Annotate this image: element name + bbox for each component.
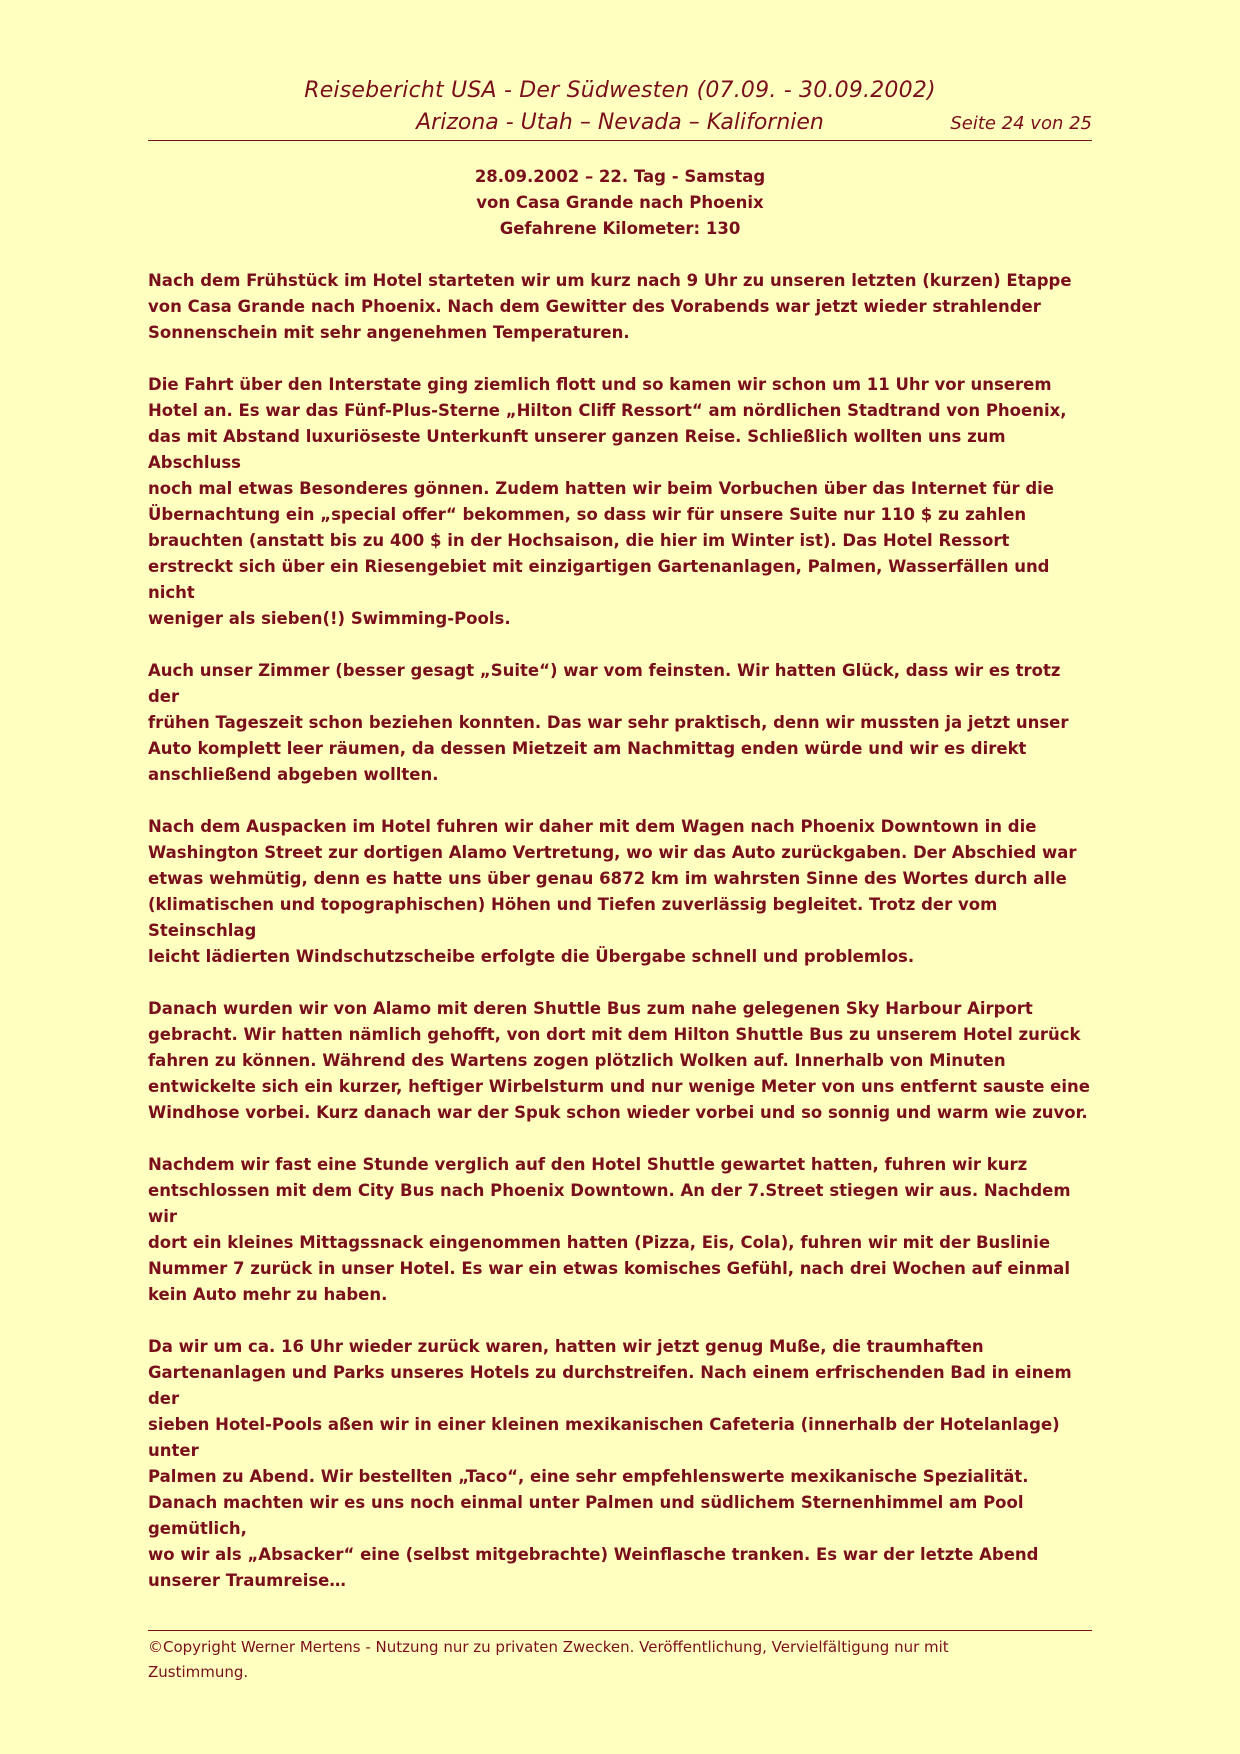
report-subtitle: Arizona - Utah – Nevada – Kalifornien	[416, 110, 824, 135]
day-info	[148, 164, 1092, 242]
paragraph: Nach dem Auspacken im Hotel fuhren wir daher mit dem Wagen nach Phoenix Downtown in die Washington Street zur dortigen Alamo Vertretung, wo wir das Auto zurückgaben. Der Abschied war etwas wehmütig, denn es hatte uns über genau 6872 km im wahrsten Sinne des Wortes durch alle (klimatischen und topographischen) Höhen und Tiefen zuverlässig begleitet. Trotz der vom Steinschlag leicht lädierten Windschutzscheibe erfolgte die Übergabe schnell und problemlos.	[148, 817, 1077, 966]
page-number: Seite 24 von 25	[950, 113, 1092, 134]
paragraph: Danach wurden wir von Alamo mit deren Shuttle Bus zum nahe gelegenen Sky Harbour Airport gebracht. Wir hatten nämlich gehofft, von dort mit dem Hilton Shuttle Bus zu unserem Hotel zurück fahren zu können. Während des Wartens zogen plötzlich Wolken auf. Innerhalb von Minuten entwickelte sich ein kurzer, heftiger Wirbelsturm und nur wenige Meter von uns entfernt sauste eine Windhose vorbei. Kurz danach war der Spuk schon wieder vorbei und so sonnig und warm wie zuvor.	[148, 999, 1090, 1122]
day-route-line: von Casa Grande nach Phoenix	[476, 193, 764, 212]
paragraph: Nachdem wir fast eine Stunde verglich auf den Hotel Shuttle gewartet hatten, fuhren wir kurz entschlossen mit dem City Bus nach Phoenix Downtown. An der 7.Street stiegen wir aus. Nachdem wir dort ein kleines Mittagssnack eingenommen hatten (Pizza, Eis, Cola), fuhren wir mit der Buslinie Nummer 7 zurück in unser Hotel. Es war ein etwas komisches Gefühl, nach drei Wochen auf einmal kein Auto mehr zu haben.	[148, 1155, 1071, 1304]
paragraph: Die Fahrt über den Interstate ging ziemlich flott und so kamen wir schon um 11 Uhr vor unserem Hotel an. Es war das Fünf-Plus-Sterne „Hilton Cliff Ressort“ am nördlichen Stadtrand von Phoenix, das mit Abstand luxuriöseste Unterkunft unserer ganzen Reise. Schließlich wollten uns zum Abschluss noch mal etwas Besonderes gönnen. Zudem hatten wir beim Vorbuchen über das Internet für die Übernachtung ein „special offer“ bekommen, so dass wir für unsere Suite nur 110 $ zu zahlen brauchten (anstatt bis zu 400 $ in der Hochsaison, die hier im Winter ist). Das Hotel Ressort erstreckt sich über ein Riesengebiet mit einzigartigen Gartenanlagen, Palmen, Wasserfällen und nicht weniger als sieben(!) Swimming-Pools.	[148, 375, 1067, 628]
report-title: Reisebericht USA - Der Südwesten (07.09. - 30.09.2002)	[304, 78, 936, 103]
copyright-footer: ©Copyright Werner Mertens - Nutzung nur zu privaten Zwecken. Veröffentlichung, Vervielfältigung nur mit Zustimmung.	[148, 1630, 1092, 1685]
paragraph: Auch unser Zimmer (besser gesagt „Suite“) war vom feinsten. Wir hatten Glück, dass wir es trotz der frühen Tageszeit schon beziehen konnten. Das war sehr praktisch, denn wir mussten ja jetzt unser Auto komplett leer räumen, da dessen Mietzeit am Nachmittag enden würde und wir es direkt anschließend abgeben wollten.	[148, 661, 1069, 784]
paragraph: Da wir um ca. 16 Uhr wieder zurück waren, hatten wir jetzt genug Muße, die traumhaften Gartenanlagen und Parks unseres Hotels zu durchstreifen. Nach einem erfrischenden Bad in einem der sieben Hotel-Pools aßen wir in einer kleinen mexikanischen Cafeteria (innerhalb der Hotelanlage) unter Palmen zu Abend. Wir bestellten „Taco“, eine sehr empfehlenswerte mexikanische Spezialität. Danach machten wir es uns noch einmal unter Palmen und südlichem Sternenhimmel am Pool gemütlich, wo wir als „Absacker“ eine (selbst mitgebrachte) Weinflasche tranken. Es war der letzte Abend unserer Traumreise…	[148, 1337, 1072, 1590]
report-body	[148, 268, 1092, 1620]
paragraph: Nach dem Frühstück im Hotel starteten wir um kurz nach 9 Uhr zu unseren letzten (kurzen) Etappe von Casa Grande nach Phoenix. Nach dem Gewitter des Vorabends war jetzt wieder strahlender Sonnenschein mit sehr angenehmen Temperaturen.	[148, 271, 1072, 342]
day-date-line: 28.09.2002 – 22. Tag - Samstag	[474, 167, 766, 186]
header-subtitle-row	[148, 108, 1092, 141]
page-header	[148, 74, 1092, 141]
day-distance-line: Gefahrene Kilometer: 130	[499, 219, 741, 238]
